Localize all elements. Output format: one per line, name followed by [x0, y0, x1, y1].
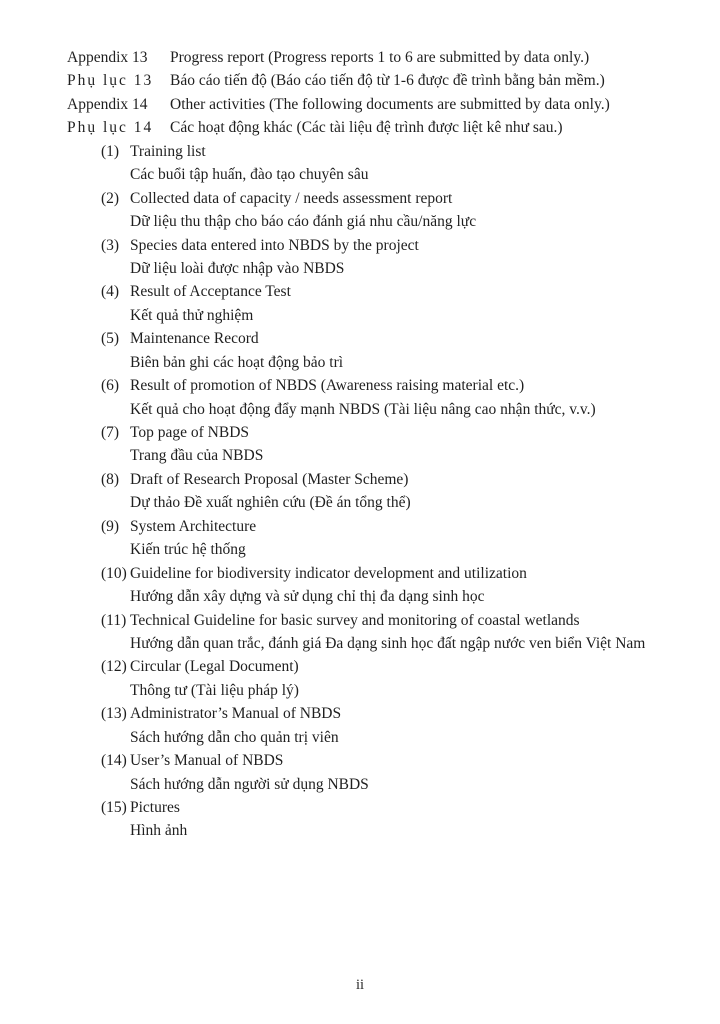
item-number: (5): [101, 330, 120, 348]
item-number: (10): [101, 564, 127, 582]
list-item-vietnamese-row: [0, 210, 720, 233]
item-text-english: Draft of Research Proposal (Master Scheme): [130, 470, 409, 488]
item-text-vietnamese: Hướng dẫn quan trắc, đánh giá Đa dạng sinh học đất ngập nước ven biển Việt Nam: [130, 634, 646, 652]
item-number: (4): [101, 283, 120, 301]
list-item-english-row: [0, 374, 720, 397]
list-item-english-row: [0, 280, 720, 303]
appendix-description: Báo cáo tiến độ (Báo cáo tiến độ từ 1-6 được đề trình bằng bản mềm.): [170, 72, 605, 90]
item-text-english: Result of promotion of NBDS (Awareness raising material etc.): [130, 377, 525, 395]
item-text-english: Technical Guideline for basic survey and monitoring of coastal wetlands: [130, 611, 580, 629]
list-item-vietnamese-row: [0, 538, 720, 561]
item-text-vietnamese: Kết quả cho hoạt động đẩy mạnh NBDS (Tài liệu nâng cao nhận thức, v.v.): [130, 400, 596, 418]
item-text-vietnamese: Dự thảo Đề xuất nghiên cứu (Đề án tổng thể): [130, 494, 411, 512]
list-item-vietnamese-row: [0, 819, 720, 842]
item-text-english: Pictures: [130, 799, 180, 816]
list-item-vietnamese-row: [0, 585, 720, 608]
list-item-vietnamese-row: [0, 351, 720, 374]
item-text-english: Guideline for biodiversity indicator development and utilization: [130, 564, 527, 582]
appendix-description: Progress report (Progress reports 1 to 6 are submitted by data only.): [170, 49, 590, 66]
item-text-vietnamese: Dữ liệu thu thập cho báo cáo đánh giá nhu cầu/năng lực: [130, 213, 477, 231]
item-number: (7): [101, 424, 120, 441]
list-item-vietnamese-row: [0, 163, 720, 186]
list-item-english-row: [0, 609, 720, 632]
item-number: (15): [101, 799, 127, 816]
appendix-label: Phụ lục 14: [67, 119, 154, 137]
appendix-label: Phụ lục 13: [67, 72, 154, 90]
item-number: (12): [101, 658, 127, 676]
item-text-english: Species data entered into NBDS by the project: [130, 236, 419, 254]
item-text-english: Collected data of capacity / needs assessment report: [130, 189, 453, 207]
item-text-vietnamese: Kiến trúc hệ thống: [130, 541, 246, 559]
list-item-english-row: [0, 655, 720, 678]
item-text-vietnamese: Hình ảnh: [130, 822, 188, 840]
list-item-vietnamese-row: [0, 491, 720, 514]
list-item-vietnamese-row: [0, 679, 720, 702]
item-number: (13): [101, 705, 127, 723]
appendix-label: Appendix 14: [67, 95, 148, 113]
item-text-vietnamese: Thông tư (Tài liệu pháp lý): [130, 681, 299, 699]
list-item-english-row: [0, 562, 720, 585]
item-text-vietnamese: Biên bản ghi các hoạt động bảo trì: [130, 353, 344, 371]
appendix-header-row: [0, 93, 720, 116]
list-item-vietnamese-row: [0, 398, 720, 421]
item-number: (6): [101, 377, 120, 395]
item-text-english: Top page of NBDS: [130, 424, 250, 441]
item-text-vietnamese: Trang đầu của NBDS: [130, 447, 264, 465]
item-text-english: Circular (Legal Document): [130, 658, 299, 676]
list-item-vietnamese-row: [0, 304, 720, 327]
item-text-english: System Architecture: [130, 517, 257, 535]
appendix-header-row: [0, 69, 720, 92]
item-number: (3): [101, 236, 120, 254]
item-text-english: Result of Acceptance Test: [130, 283, 291, 301]
list-item-english-row: [0, 421, 720, 444]
list-item-vietnamese-row: [0, 726, 720, 749]
item-number: (2): [101, 189, 120, 207]
list-item-english-row: [0, 515, 720, 538]
appendix-label: Appendix 13: [67, 49, 148, 66]
list-item-english-row: [0, 140, 720, 163]
list-item-vietnamese-row: [0, 632, 720, 655]
list-item-english-row: [0, 187, 720, 210]
item-text-english: Administrator’s Manual of NBDS: [130, 705, 342, 723]
appendix-description: Các hoạt động khác (Các tài liệu đệ trình được liệt kê như sau.): [170, 119, 563, 137]
list-item-english-row: [0, 749, 720, 772]
item-text-vietnamese: Các buổi tập huấn, đào tạo chuyên sâu: [130, 166, 369, 184]
item-text-english: Training list: [130, 142, 206, 160]
appendix-header-row: [0, 116, 720, 139]
list-item-vietnamese-row: [0, 257, 720, 280]
list-item-english-row: [0, 327, 720, 350]
item-text-vietnamese: Hướng dẫn xây dựng và sử dụng chỉ thị đa dạng sinh học: [130, 588, 485, 606]
list-item-english-row: [0, 702, 720, 725]
list-item-english-row: [0, 796, 720, 819]
appendix-description: Other activities (The following documents are submitted by data only.): [170, 95, 610, 113]
page-number: ii: [355, 977, 365, 993]
item-number: (11): [101, 611, 127, 629]
item-text-vietnamese: Sách hướng dẫn người sử dụng NBDS: [130, 775, 369, 793]
item-number: (14): [101, 752, 127, 770]
list-item-vietnamese-row: [0, 444, 720, 467]
list-item-english-row: [0, 234, 720, 257]
item-text-vietnamese: Sách hướng dẫn cho quản trị viên: [130, 728, 339, 746]
item-number: (1): [101, 142, 120, 160]
item-text-english: Maintenance Record: [130, 330, 259, 348]
document-content: [0, 46, 720, 843]
item-text-english: User’s Manual of NBDS: [130, 752, 284, 770]
appendix-header-row: [0, 46, 720, 69]
list-item-english-row: [0, 468, 720, 491]
item-number: (8): [101, 470, 120, 488]
item-text-vietnamese: Kết quả thử nghiệm: [130, 306, 254, 324]
list-item-vietnamese-row: [0, 773, 720, 796]
item-number: (9): [101, 517, 120, 535]
item-text-vietnamese: Dữ liệu loài được nhập vào NBDS: [130, 259, 345, 277]
